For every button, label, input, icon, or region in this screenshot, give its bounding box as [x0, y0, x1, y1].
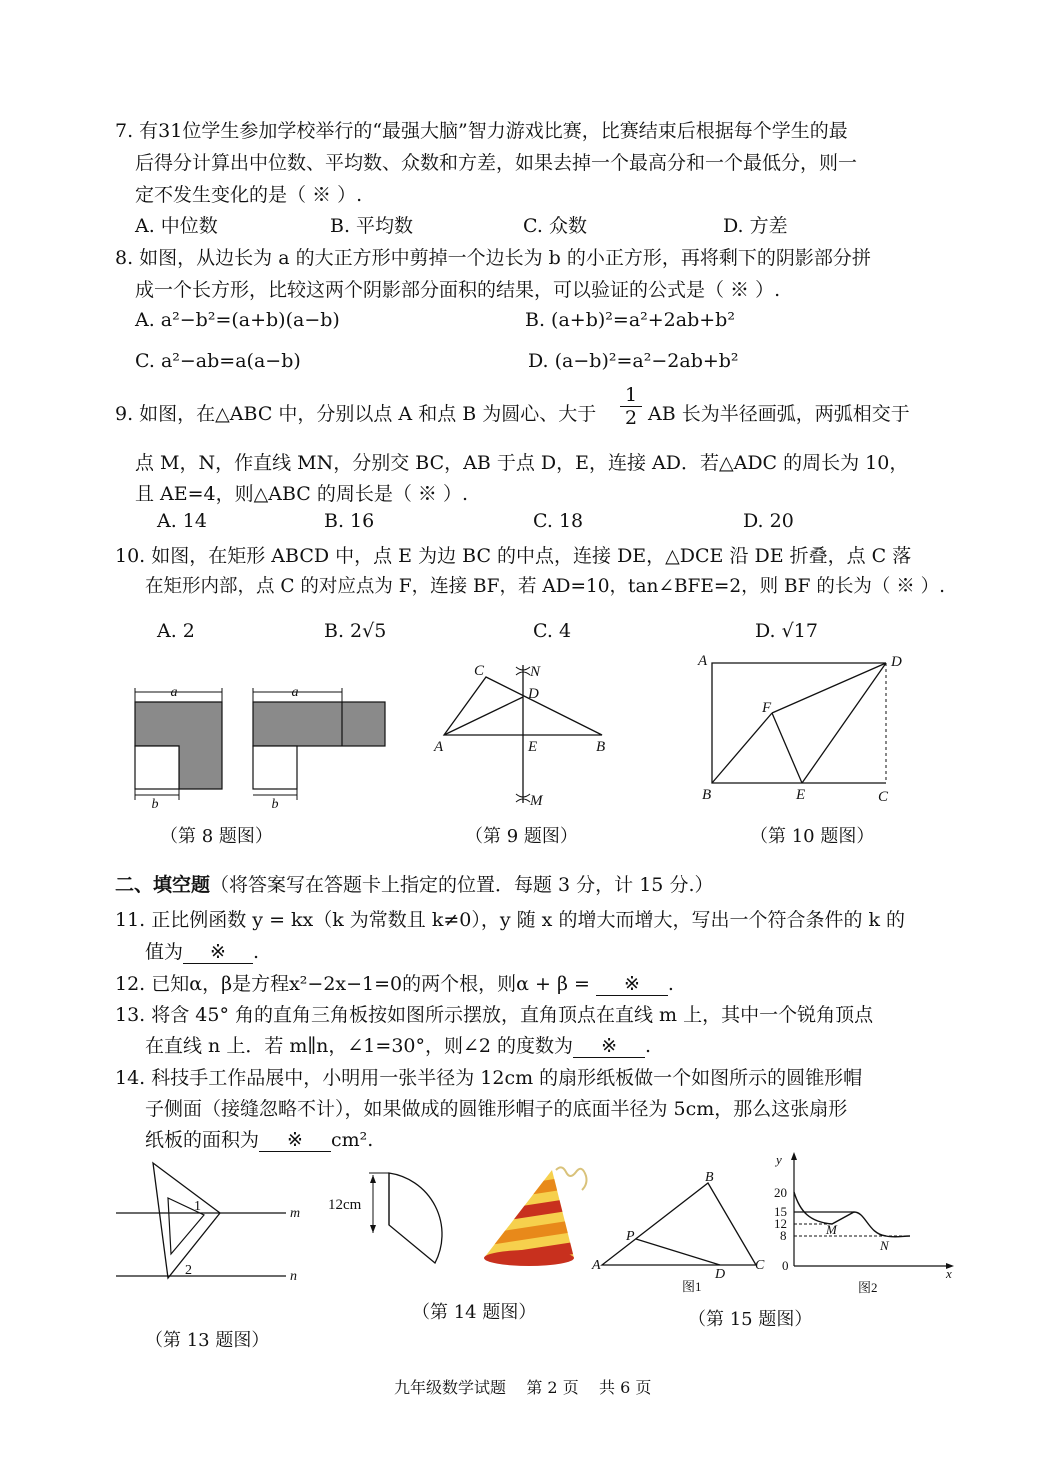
- q11-answer-blank: ※: [183, 941, 253, 964]
- fig15-label-b: B: [705, 1170, 714, 1185]
- fig10-caption: （第 10 题图）: [750, 826, 875, 847]
- fig9-label-n: N: [530, 664, 541, 680]
- q10-option-c: C. 4: [533, 620, 572, 642]
- q9-line1a: 9. 如图，在△ABC 中，分别以点 A 和点 B 为圆心、大于: [115, 403, 597, 425]
- q14-text: 纸板的面积为: [145, 1129, 260, 1151]
- q14-answer-blank: ※: [259, 1129, 331, 1152]
- fig9-segment-ad: [444, 697, 523, 735]
- q10-option-a: A. 2: [157, 620, 195, 642]
- fig14-caption: （第 14 题图）: [412, 1302, 537, 1323]
- fig9-label-a: A: [434, 739, 444, 755]
- fig10-segment-bf: [712, 713, 772, 783]
- fig8-shaded-rectangle: [253, 702, 385, 746]
- q8-line1: 8. 如图，从边长为 a 的大正方形中剪掉一个边长为 b 的小正方形，再将剩下的阴影部分拼: [115, 247, 871, 269]
- fig15-tick-8: 8: [780, 1228, 787, 1243]
- fig13-caption: （第 13 题图）: [145, 1330, 270, 1351]
- q7-option-c: C. 众数: [523, 215, 587, 237]
- q8-option-d: D. (a−b)²=a²−2ab+b²: [528, 350, 739, 372]
- page-footer: 九年级数学试题 第 2 页 共 6 页: [394, 1378, 652, 1397]
- fig8-label-a1: a: [170, 685, 178, 700]
- figure-15-graph: [770, 1150, 960, 1298]
- section2-note: （将答案写在答题卡上指定的位置．每题 3 分，计 15 分.）: [210, 874, 714, 896]
- q14-line2: 子侧面（接缝忽略不计），如果做成的圆锥形帽子的底面半径为 5cm，那么这张扇形: [145, 1098, 848, 1120]
- q14-line1: 14. 科技手工作品展中，小明用一张半径为 12cm 的扇形纸板做一个如图所示的圆锥形帽: [115, 1067, 863, 1089]
- fig8-label-a2: a: [291, 685, 299, 700]
- fig15-label-d: D: [715, 1267, 726, 1282]
- fig10-segment-fe: [772, 713, 802, 783]
- fig15-label-a: A: [592, 1258, 601, 1273]
- q8-option-b: B. (a+b)²=a²+2ab+b²: [525, 309, 735, 331]
- section2-title: 二、填空题: [115, 874, 211, 896]
- fig15-label-m: M: [826, 1222, 837, 1237]
- q12-answer-blank: ※: [596, 973, 668, 996]
- fig15-label-n: N: [880, 1238, 889, 1253]
- q10-option-b: B. 2√5: [324, 620, 387, 642]
- fig15-tick-12: 12: [774, 1216, 787, 1231]
- q10-option-d: D. √17: [755, 620, 818, 642]
- q9-fraction: [620, 384, 642, 429]
- fig13-angle-1: 1: [194, 1199, 201, 1214]
- figure-13: [108, 1158, 308, 1288]
- q14-line3: [145, 1125, 373, 1152]
- fig15-label-y: y: [776, 1152, 782, 1167]
- section2-heading: [115, 870, 713, 897]
- q12-line1: 12. 已知α，β是方程x²−2x−1=0的两个根，则α + β = ※ .: [115, 973, 674, 995]
- q9-line3: 且 AE=4，则△ABC 的周长是（ ※ ）.: [135, 483, 468, 505]
- fig14-radius-label: 12cm: [328, 1197, 362, 1213]
- fig8-caption: （第 8 题图）: [160, 826, 273, 847]
- fig9-label-b: B: [596, 739, 606, 755]
- q14-unit: cm².: [331, 1129, 374, 1151]
- fig13-angle-2: 2: [185, 1263, 192, 1278]
- fig15-fig1-label: 图1: [682, 1279, 702, 1294]
- fig15-caption: （第 15 题图）: [688, 1309, 813, 1330]
- fig15-tick-15: 15: [774, 1204, 787, 1219]
- fig13-label-m: m: [290, 1206, 301, 1221]
- fig9-label-c: C: [474, 663, 485, 679]
- q11-line2: 值为 ※ .: [145, 941, 260, 963]
- hat-brim: [484, 1250, 574, 1266]
- q7-line2: 后得分计算出中位数、平均数、众数和方差，如果去掉一个最高分和一个最低分，则一: [135, 152, 858, 174]
- q9-option-c: C. 18: [533, 510, 584, 532]
- q7-option-d: D. 方差: [723, 215, 788, 237]
- figure-9: [430, 655, 620, 810]
- fig10-label-c: C: [878, 789, 889, 805]
- fig15-segment-pd: [636, 1239, 720, 1265]
- fig8-label-b2: b: [271, 797, 279, 810]
- fig10-label-b: B: [702, 787, 712, 803]
- fig15-tick-0: 0: [782, 1258, 789, 1273]
- hat-ribbon: [556, 1167, 587, 1190]
- q7-line3: 定不发生变化的是（ ※ ）.: [135, 184, 363, 206]
- fig15-tick-20: 20: [774, 1185, 787, 1200]
- fig9-label-m: M: [530, 793, 543, 809]
- q13-line1: 13. 将含 45° 角的直角三角板按如图所示摆放，直角顶点在直线 m 上，其中一个锐角顶点: [115, 1004, 874, 1026]
- fig14-sector: [389, 1173, 442, 1263]
- q13-text: 在直线 n 上．若 m∥n，∠1=30°，则∠2 的度数为: [145, 1035, 574, 1057]
- q7-line1: 7. 有31位学生参加学校举行的“最强大脑”智力游戏比赛，比赛结束后根据每个学生的最: [115, 120, 848, 142]
- q9-line2: 点 M，N，作直线 MN，分别交 BC，AB 于点 D，E，连接 AD．若△ADC 的周长为 10，: [135, 452, 909, 474]
- fig8-cut-square: [135, 746, 179, 789]
- figure-14-sector: [325, 1163, 465, 1278]
- q13-line2: 在直线 n 上．若 m∥n，∠1=30°，则∠2 的度数为 ※ .: [145, 1035, 652, 1057]
- fig10-label-d: D: [891, 654, 902, 670]
- fig10-rectangle: [712, 663, 886, 783]
- q7-option-a: A. 中位数: [135, 215, 218, 237]
- party-hat-image: [470, 1162, 600, 1272]
- q9-option-b: B. 16: [324, 510, 375, 532]
- q8-option-c: C. a²−ab=a(a−b): [135, 350, 301, 372]
- q11-line1: 11. 正比例函数 y = kx（k 为常数且 k≠0），y 随 x 的增大而增大，写出一个符合条件的 k 的: [115, 909, 906, 931]
- q8-option-a: A. a²−b²=(a+b)(a−b): [135, 309, 340, 331]
- q9-fraction-denominator: 2: [620, 406, 642, 429]
- fig13-set-square-outer: [153, 1163, 220, 1278]
- q12-text: 12. 已知α，β是方程x²−2x−1=0的两个根，则α + β =: [115, 973, 590, 995]
- fig10-label-e: E: [796, 787, 806, 803]
- fig8-label-b1: b: [151, 797, 159, 810]
- fig10-label-f: F: [762, 700, 772, 716]
- q9-fraction-numerator: 1: [624, 384, 638, 406]
- q9-option-d: D. 20: [743, 510, 794, 532]
- fig9-label-e: E: [528, 739, 538, 755]
- q8-line2: 成一个长方形，比较这两个阴影部分面积的结果，可以验证的公式是（ ※ ）.: [135, 279, 781, 301]
- figure-15-triangle: [590, 1165, 770, 1297]
- fig10-label-a: A: [698, 653, 708, 669]
- q10-line1: 10. 如图，在矩形 ABCD 中，点 E 为边 BC 的中点，连接 DE，△DCE 沿 DE 折叠，点 C 落: [115, 545, 912, 567]
- q11-prefix: 值为: [145, 941, 184, 963]
- fig13-label-n: n: [290, 1269, 297, 1284]
- fig9-label-d: D: [528, 686, 539, 702]
- figure-8: [125, 680, 395, 810]
- fig15-label-x: x: [946, 1266, 952, 1281]
- figure-10: [690, 648, 920, 808]
- q13-answer-blank: ※: [573, 1035, 645, 1058]
- fig15-label-c: C: [755, 1258, 765, 1273]
- q9-option-a: A. 14: [157, 510, 207, 532]
- fig15-curve: [794, 1192, 910, 1237]
- q7-option-b: B. 平均数: [330, 215, 414, 237]
- q10-line2: 在矩形内部，点 C 的对应点为 F，连接 BF，若 AD=10，tan∠BFE=2，则 BF 的长为（ ※ ）.: [145, 576, 945, 597]
- fig9-caption: （第 9 题图）: [465, 826, 578, 847]
- fig15-fig2-label: 图2: [858, 1280, 878, 1295]
- fig15-label-p: P: [626, 1229, 635, 1244]
- q9-line1b: AB 长为半径画弧，两弧相交于: [648, 403, 910, 425]
